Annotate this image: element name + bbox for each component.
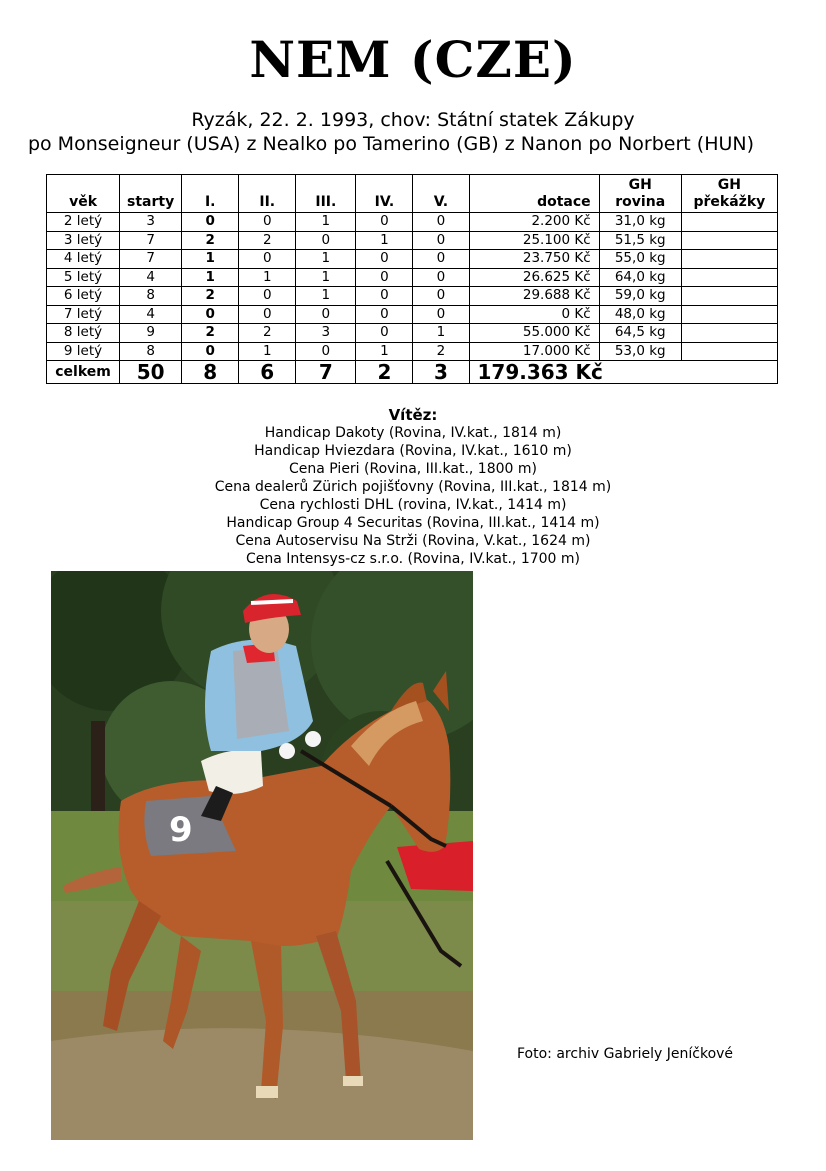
cell-fifth: 0 bbox=[413, 268, 469, 287]
cell-age: 3 letý bbox=[47, 231, 120, 250]
table-total-row bbox=[47, 361, 778, 384]
cell-prize: 55.000 Kč bbox=[469, 324, 599, 343]
total-first: 8 bbox=[182, 361, 239, 384]
header-prize: dotace bbox=[469, 175, 599, 213]
cell-second: 0 bbox=[239, 213, 296, 232]
cell-fourth: 1 bbox=[356, 342, 413, 361]
cell-age: 8 letý bbox=[47, 324, 120, 343]
cell-gh-flat: 48,0 kg bbox=[599, 305, 681, 324]
cell-gh-flat: 59,0 kg bbox=[599, 287, 681, 306]
cell-fifth: 2 bbox=[413, 342, 469, 361]
race-statistics-table bbox=[46, 174, 778, 384]
cell-gh-hurdle bbox=[681, 287, 777, 306]
wins-heading: Vítěz: bbox=[388, 406, 438, 424]
cell-first: 0 bbox=[182, 305, 239, 324]
cell-first: 0 bbox=[182, 213, 239, 232]
cell-age: 4 letý bbox=[47, 250, 120, 269]
cell-third: 1 bbox=[296, 287, 356, 306]
total-label: celkem bbox=[47, 361, 120, 384]
table-header-row bbox=[47, 175, 778, 213]
cell-starts: 7 bbox=[120, 231, 182, 250]
table-row bbox=[47, 250, 778, 269]
cell-first: 1 bbox=[182, 268, 239, 287]
cell-gh-hurdle bbox=[681, 305, 777, 324]
win-item: Handicap Group 4 Securitas (Rovina, III.kat., 1414 m) bbox=[226, 515, 600, 531]
cell-fourth: 0 bbox=[356, 250, 413, 269]
cell-third: 1 bbox=[296, 213, 356, 232]
win-item: Cena Pieri (Rovina, III.kat., 1800 m) bbox=[289, 461, 537, 477]
cell-age: 2 letý bbox=[47, 213, 120, 232]
header-gh-hurdle-line1: GH bbox=[717, 177, 741, 193]
cell-third: 0 bbox=[296, 342, 356, 361]
cell-age: 6 letý bbox=[47, 287, 120, 306]
cell-gh-hurdle bbox=[681, 342, 777, 361]
win-item: Handicap Hviezdara (Rovina, IV.kat., 1610 m) bbox=[254, 443, 572, 459]
cell-fourth: 1 bbox=[356, 231, 413, 250]
cell-first: 2 bbox=[182, 231, 239, 250]
photo-credit: Foto: archiv Gabriely Jeníčkové bbox=[517, 1046, 734, 1062]
cell-prize: 29.688 Kč bbox=[469, 287, 599, 306]
cell-starts: 8 bbox=[120, 287, 182, 306]
cell-third: 1 bbox=[296, 268, 356, 287]
table-row bbox=[47, 287, 778, 306]
header-age: věk bbox=[47, 175, 120, 213]
cell-starts: 9 bbox=[120, 324, 182, 343]
cell-prize: 17.000 Kč bbox=[469, 342, 599, 361]
cell-age: 9 letý bbox=[47, 342, 120, 361]
cell-gh-hurdle bbox=[681, 250, 777, 269]
header-starts: starty bbox=[120, 175, 182, 213]
table-row bbox=[47, 231, 778, 250]
page-title: NEM (CZE) bbox=[249, 30, 577, 89]
cell-second: 1 bbox=[239, 268, 296, 287]
cell-gh-flat: 31,0 kg bbox=[599, 213, 681, 232]
cell-fifth: 1 bbox=[413, 324, 469, 343]
wins-list bbox=[0, 406, 826, 568]
horse-photo bbox=[51, 571, 473, 1140]
header-fifth: V. bbox=[413, 175, 469, 213]
header-gh-hurdle bbox=[681, 175, 777, 213]
cell-fifth: 0 bbox=[413, 213, 469, 232]
total-starts: 50 bbox=[120, 361, 182, 384]
total-fifth: 3 bbox=[413, 361, 469, 384]
header-gh-flat-line2: rovina bbox=[615, 194, 666, 210]
cell-starts: 8 bbox=[120, 342, 182, 361]
header-gh-hurdle-line2: překážky bbox=[693, 194, 766, 210]
cell-gh-flat: 53,0 kg bbox=[599, 342, 681, 361]
total-prize: 179.363 Kč bbox=[469, 361, 778, 384]
cell-prize: 0 Kč bbox=[469, 305, 599, 324]
cell-first: 2 bbox=[182, 324, 239, 343]
cell-fourth: 0 bbox=[356, 268, 413, 287]
cell-fourth: 0 bbox=[356, 305, 413, 324]
table-row bbox=[47, 342, 778, 361]
cell-gh-hurdle bbox=[681, 324, 777, 343]
total-third: 7 bbox=[296, 361, 356, 384]
total-fourth: 2 bbox=[356, 361, 413, 384]
cell-fourth: 0 bbox=[356, 324, 413, 343]
cell-third: 3 bbox=[296, 324, 356, 343]
cell-fifth: 0 bbox=[413, 287, 469, 306]
cell-first: 2 bbox=[182, 287, 239, 306]
cell-gh-flat: 51,5 kg bbox=[599, 231, 681, 250]
cell-gh-flat: 55,0 kg bbox=[599, 250, 681, 269]
total-second: 6 bbox=[239, 361, 296, 384]
horse-photo-illustration bbox=[51, 571, 473, 1140]
cell-prize: 23.750 Kč bbox=[469, 250, 599, 269]
win-item: Cena dealerů Zürich pojišťovny (Rovina, III.kat., 1814 m) bbox=[214, 479, 612, 495]
cell-fourth: 0 bbox=[356, 287, 413, 306]
cell-starts: 4 bbox=[120, 305, 182, 324]
cell-third: 0 bbox=[296, 305, 356, 324]
cell-gh-flat: 64,0 kg bbox=[599, 268, 681, 287]
cell-second: 0 bbox=[239, 287, 296, 306]
table-row bbox=[47, 213, 778, 232]
cell-age: 7 letý bbox=[47, 305, 120, 324]
cell-starts: 4 bbox=[120, 268, 182, 287]
cell-fifth: 0 bbox=[413, 250, 469, 269]
win-item: Handicap Dakoty (Rovina, IV.kat., 1814 m) bbox=[264, 425, 562, 441]
win-item: Cena Autoservisu Na Strži (Rovina, V.kat., 1624 m) bbox=[235, 533, 591, 549]
cell-gh-flat: 64,5 kg bbox=[599, 324, 681, 343]
cell-first: 0 bbox=[182, 342, 239, 361]
saddlecloth-number: 9 bbox=[169, 810, 193, 850]
cell-prize: 25.100 Kč bbox=[469, 231, 599, 250]
header-gh-flat bbox=[599, 175, 681, 213]
cell-prize: 26.625 Kč bbox=[469, 268, 599, 287]
cell-age: 5 letý bbox=[47, 268, 120, 287]
table-row bbox=[47, 268, 778, 287]
horse-origin: Ryzák, 22. 2. 1993, chov: Státní statek Zákupy bbox=[191, 109, 635, 131]
cell-fifth: 0 bbox=[413, 305, 469, 324]
cell-gh-hurdle bbox=[681, 213, 777, 232]
table-row bbox=[47, 305, 778, 324]
cell-second: 2 bbox=[239, 324, 296, 343]
header-third: III. bbox=[296, 175, 356, 213]
cell-second: 2 bbox=[239, 231, 296, 250]
pedigree-line: po Monseigneur (USA) z Nealko po Tamerino (GB) z Nanon po Norbert (HUN) bbox=[27, 133, 755, 155]
cell-fifth: 0 bbox=[413, 231, 469, 250]
cell-third: 0 bbox=[296, 231, 356, 250]
win-item: Cena rychlosti DHL (rovina, IV.kat., 1414 m) bbox=[259, 497, 567, 513]
cell-third: 1 bbox=[296, 250, 356, 269]
cell-second: 1 bbox=[239, 342, 296, 361]
header-gh-flat-line1: GH bbox=[628, 177, 652, 193]
cell-starts: 7 bbox=[120, 250, 182, 269]
cell-second: 0 bbox=[239, 305, 296, 324]
header-first: I. bbox=[182, 175, 239, 213]
cell-gh-hurdle bbox=[681, 231, 777, 250]
cell-gh-hurdle bbox=[681, 268, 777, 287]
header-second: II. bbox=[239, 175, 296, 213]
win-item: Cena Intensys-cz s.r.o. (Rovina, IV.kat., 1700 m) bbox=[245, 551, 581, 567]
cell-first: 1 bbox=[182, 250, 239, 269]
cell-fourth: 0 bbox=[356, 213, 413, 232]
cell-starts: 3 bbox=[120, 213, 182, 232]
cell-prize: 2.200 Kč bbox=[469, 213, 599, 232]
header-fourth: IV. bbox=[356, 175, 413, 213]
cell-second: 0 bbox=[239, 250, 296, 269]
table-row bbox=[47, 324, 778, 343]
